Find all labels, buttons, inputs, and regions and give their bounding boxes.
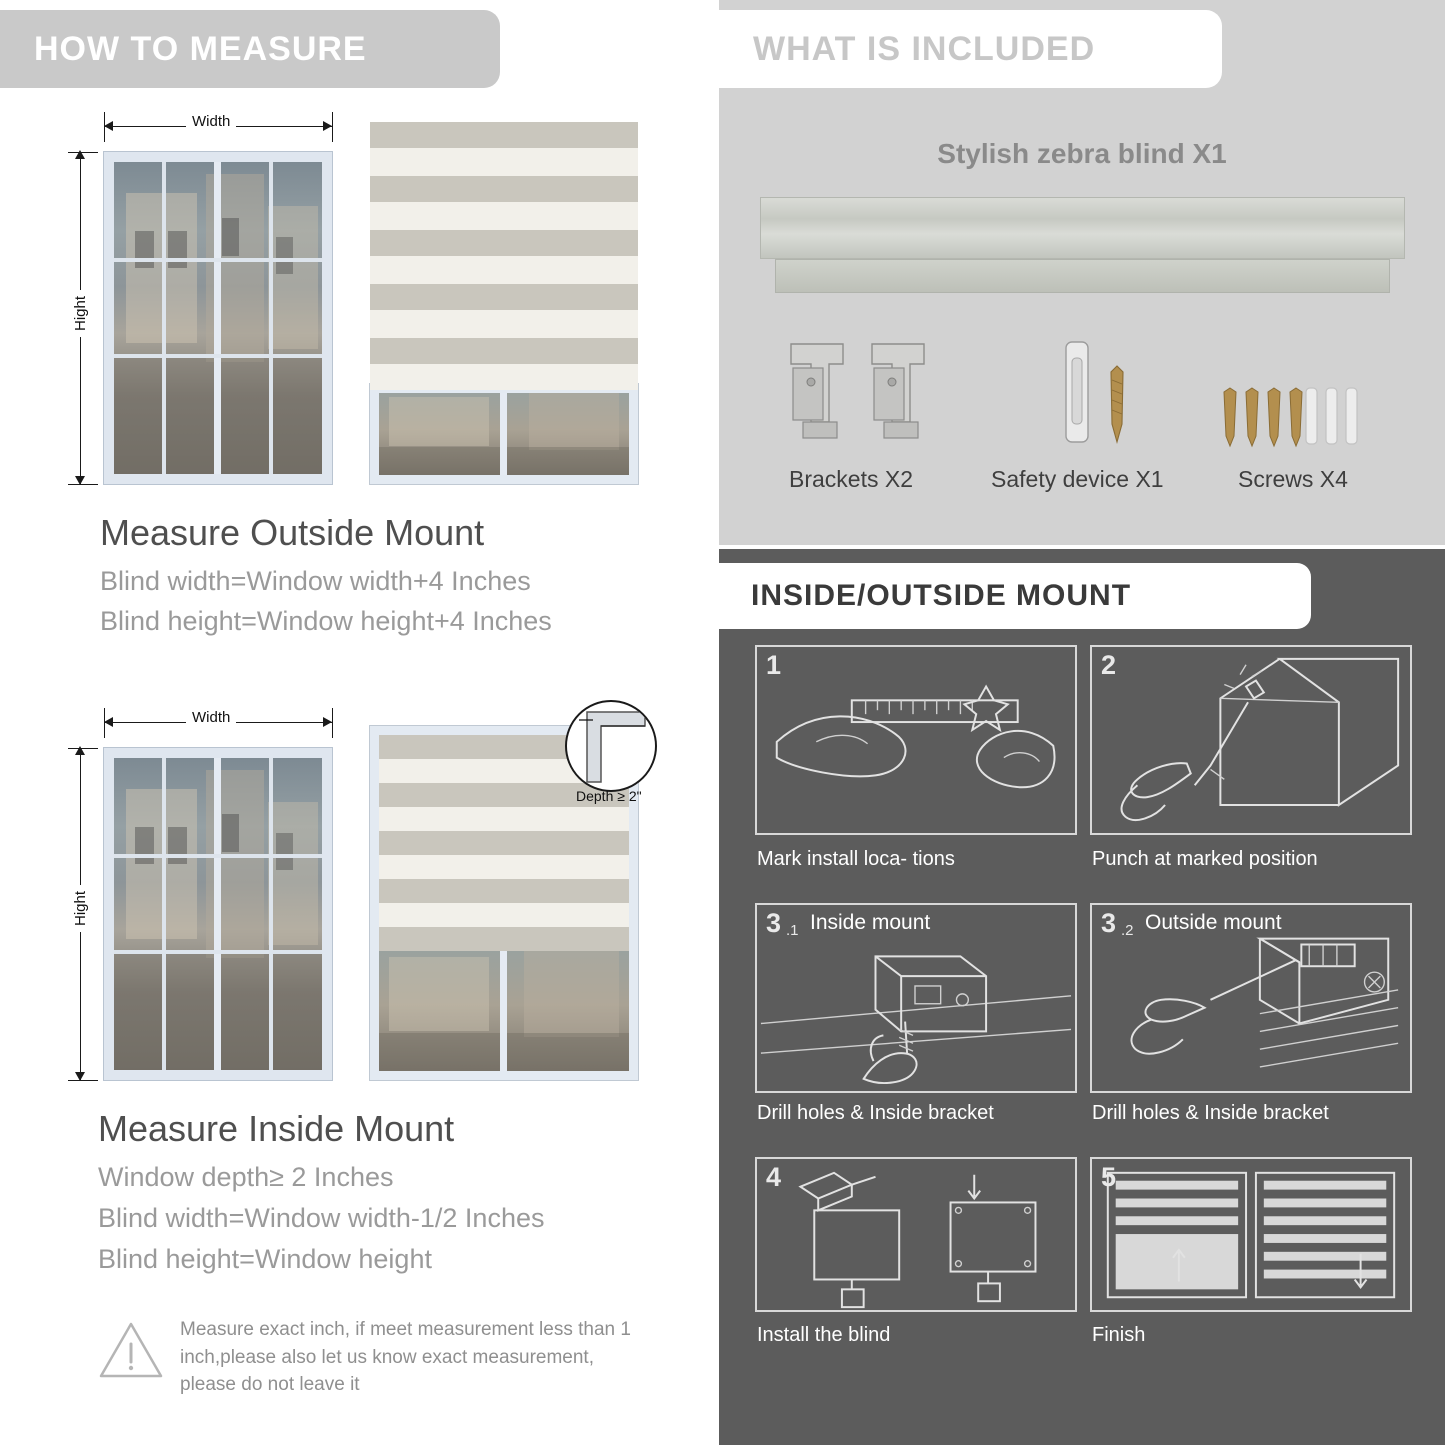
how-to-measure-banner	[0, 10, 500, 88]
window-mullion-v1-inside	[162, 758, 166, 1070]
inside-width-label: Width	[186, 709, 236, 726]
outside-width-label: Width	[186, 113, 236, 130]
outside-height-tick-bottom	[68, 484, 98, 485]
step-4-sketch	[757, 1159, 1075, 1312]
blind-window-frame-outside	[370, 384, 638, 484]
step-1-caption: Mark install loca- tions	[757, 848, 955, 870]
zebra-blind-rail	[760, 197, 1405, 259]
blind-window-mullion-outside	[500, 393, 507, 475]
warning-triangle-icon	[98, 1320, 164, 1380]
outside-height-label: Hight	[72, 290, 89, 337]
window-illustration-inside	[104, 748, 332, 1080]
inside-width-arrow-left	[104, 717, 113, 727]
part-label-screws: Screws X4	[1238, 466, 1348, 492]
step-1-sketch	[757, 647, 1075, 835]
outside-height-tick-top	[68, 152, 98, 153]
step-5-caption: Finish	[1092, 1324, 1146, 1346]
inside-mount-line-2: Blind height=Window height	[98, 1244, 432, 1274]
zebra-blind-rail-lower	[775, 259, 1390, 293]
window-illustration-outside	[104, 152, 332, 484]
inside-width-tick-left	[104, 708, 105, 738]
inside-width-tick-right	[332, 708, 333, 738]
safety-device-icon	[1058, 338, 1098, 446]
product-title: Stylish zebra blind X1	[937, 138, 1227, 169]
inside-outside-mount-banner-label: INSIDE/OUTSIDE MOUNT	[751, 579, 1132, 612]
part-label-safety-device: Safety device X1	[991, 466, 1164, 492]
step-1-number: 1	[766, 650, 782, 680]
inside-width-arrow-right	[323, 717, 332, 727]
step-3-2-number: 3	[1101, 908, 1117, 938]
part-label-brackets: Brackets X2	[789, 466, 913, 492]
step-3-1-subnumber: .1	[786, 922, 799, 939]
step-2-image	[1090, 645, 1412, 835]
what-is-included-banner	[719, 10, 1222, 88]
inside-mount-line-1: Blind width=Window width-1/2 Inches	[98, 1203, 545, 1233]
how-to-measure-panel	[0, 0, 712, 1445]
outside-mount-line-1: Blind height=Window height+4 Inches	[100, 606, 552, 636]
window-mullion-h1-inside	[114, 854, 322, 858]
step-5-image	[1090, 1157, 1412, 1312]
bracket-icon-2	[866, 338, 936, 446]
inside-mount-line-0: Window depth≥ 2 Inches	[98, 1162, 394, 1192]
step-2-caption: Punch at marked position	[1092, 848, 1318, 870]
blind-window-mullion-inside	[500, 951, 507, 1071]
window-mullion-h2-inside	[114, 950, 322, 954]
measurement-note-text: Measure exact inch, if meet measurement less than 1 inch,please also let us know exact measurement, please do not leave it	[180, 1319, 631, 1396]
step-3-2-inline-label: Outside mount	[1145, 911, 1282, 934]
step-3-1-inline-label: Inside mount	[810, 911, 931, 934]
inside-height-tick-top	[68, 748, 98, 749]
blind-illustration-outside	[370, 122, 638, 484]
step-4-image	[755, 1157, 1077, 1312]
step-1-image	[755, 645, 1077, 835]
window-mullion-v1	[162, 162, 166, 474]
window-mullion-h1	[114, 258, 322, 262]
inside-height-label: Hight	[72, 885, 89, 932]
window-mullion-h2	[114, 354, 322, 358]
window-mullion-v2-inside	[269, 758, 273, 1070]
step-2-sketch	[1092, 647, 1410, 835]
step-3-2-subnumber: .2	[1121, 922, 1134, 939]
how-to-measure-banner-label: HOW TO MEASURE	[34, 29, 367, 68]
wall-anchor-icon	[1300, 386, 1370, 448]
step-5-sketch	[1092, 1159, 1410, 1312]
step-3-1-number: 3	[766, 908, 782, 938]
outside-width-arrow-left	[104, 121, 113, 131]
outside-mount-title: Measure Outside Mount	[100, 512, 485, 553]
step-2-number: 2	[1101, 650, 1117, 680]
step-5-number: 5	[1101, 1162, 1117, 1192]
depth-label: Depth ≥ 2"	[576, 788, 642, 804]
step-4-caption: Install the blind	[757, 1324, 891, 1346]
inside-height-tick-bottom	[68, 1080, 98, 1081]
window-mullion-vertical-inside	[214, 758, 221, 1070]
bracket-icon	[785, 338, 855, 446]
step-3-1-caption: Drill holes & Inside bracket	[757, 1102, 994, 1124]
window-mullion-vertical	[214, 162, 221, 474]
depth-detail-circle	[565, 700, 657, 792]
window-mullion-v2	[269, 162, 273, 474]
outside-mount-line-0: Blind width=Window width+4 Inches	[100, 566, 531, 596]
outside-width-tick-right	[332, 112, 333, 142]
outside-width-arrow-right	[323, 121, 332, 131]
outside-width-tick-left	[104, 112, 105, 142]
what-is-included-banner-label: WHAT IS INCLUDED	[753, 29, 1096, 68]
inside-mount-title: Measure Inside Mount	[98, 1108, 455, 1149]
depth-detail-sketch	[567, 702, 657, 792]
screw-icon-single	[1104, 360, 1130, 446]
step-3-2-caption: Drill holes & Inside bracket	[1092, 1102, 1329, 1124]
inside-outside-mount-banner	[719, 563, 1311, 629]
step-4-number: 4	[766, 1162, 782, 1192]
blind-fabric-outside	[370, 122, 638, 390]
